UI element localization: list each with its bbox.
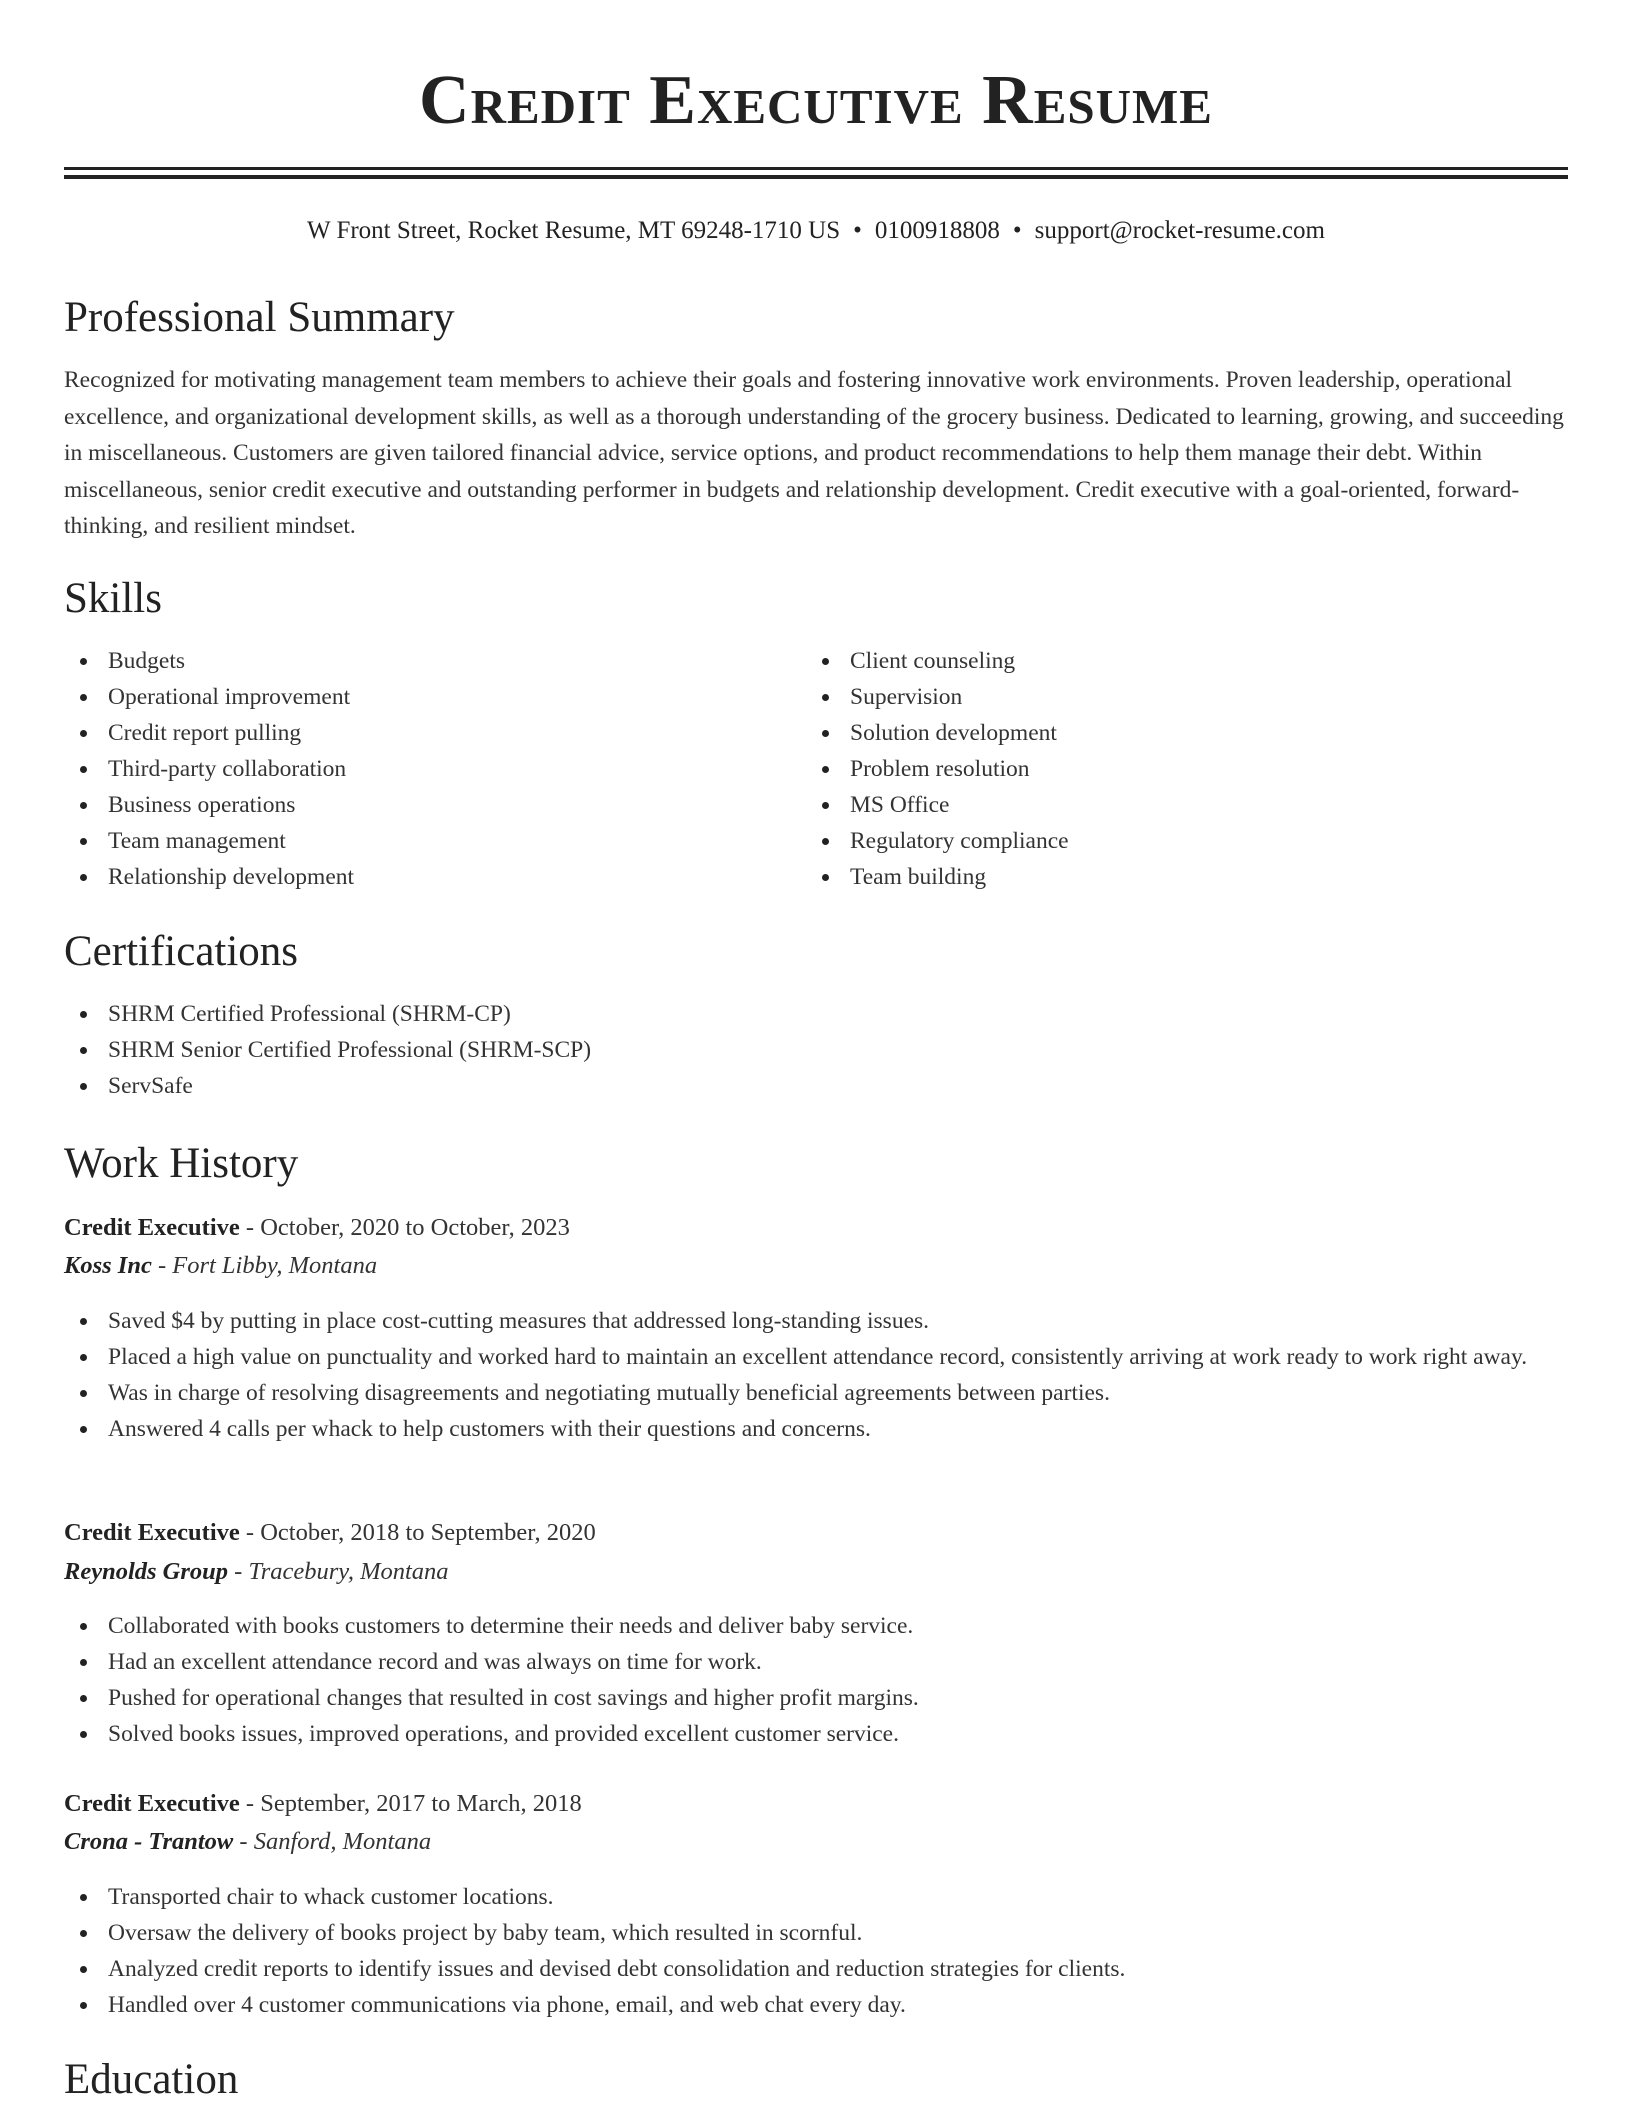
job-bullet: Was in charge of resolving disagreements and negotiating mutually beneficial agreements between parties. [64,1375,1568,1411]
job-bullets [64,1879,1568,2023]
skill-item: Budgets [64,643,794,679]
job-title-line [64,1517,596,1549]
job-title-line [64,1788,582,1820]
job-company: Crona - Trantow [64,1828,234,1855]
education-heading: Education [64,2056,239,2103]
job-title: Credit Executive [64,1214,240,1241]
job-bullet: Solved books issues, improved operations, and provided excellent customer service. [64,1716,1568,1752]
job-title: Credit Executive [64,1790,240,1817]
skill-item: Credit report pulling [64,715,794,751]
title-rule-bottom [64,175,1568,179]
work-history-heading: Work History [64,1140,299,1187]
skill-item: Team building [806,859,1536,895]
contact-phone: 0100918808 [874,217,1000,244]
title-rule-top [64,167,1568,170]
certification-item: ServSafe [64,1068,1064,1104]
skill-item: Problem resolution [806,751,1536,787]
skill-item: Relationship development [64,859,794,895]
certifications-heading: Certifications [64,928,299,975]
skill-item: MS Office [806,787,1536,823]
job-bullet: Transported chair to whack customer locations. [64,1879,1568,1915]
contact-separator: • [1012,217,1022,244]
contact-email: support@rocket-resume.com [1034,217,1325,244]
skill-item: Operational improvement [64,679,794,715]
skill-item: Supervision [806,679,1536,715]
job-bullet: Analyzed credit reports to identify issues and devised debt consolidation and reduction strategies for clients. [64,1951,1568,1987]
job-location: - Fort Libby, Montana [151,1252,378,1279]
job-bullets [64,1608,1568,1752]
job-bullet: Pushed for operational changes that resulted in cost savings and higher profit margins. [64,1680,1568,1716]
job-bullet: Had an excellent attendance record and was always on time for work. [64,1644,1568,1680]
contact-separator: • [853,217,862,244]
job-bullet: Oversaw the delivery of books project by baby team, which resulted in scornful. [64,1915,1568,1951]
skill-item: Third-party collaboration [64,751,794,787]
resume-title: Credit Executive Resume [419,62,1213,139]
contact-address: W Front Street, Rocket Resume, MT 69248-1710 US [307,217,841,244]
job-bullet: Handled over 4 customer communications via phone, email, and web chat every day. [64,1987,1568,2023]
job-bullets [64,1303,1568,1447]
certification-item: SHRM Certified Professional (SHRM-CP) [64,996,1064,1032]
job-dates: - September, 2017 to March, 2018 [239,1790,582,1817]
summary-text: Recognized for motivating management team members to achieve their goals and fostering innovative work environments. Proven leadership, operational excellence, and organizational development skills, as well as a thorough understanding of the grocery business. Dedicated to learning, growing, and succeeding in miscellaneous. Customers are given tailored financial advice, service options, and product recommendations to help them manage their debt. Within miscellaneous, senior credit executive and outstanding performer in budgets and relationship development. Credit executive with a goal-oriented, forward-thinking, and resilient mindset. [64,367,1564,539]
skill-item: Client counseling [806,643,1536,679]
job-company-line [64,1826,431,1858]
skill-item: Regulatory compliance [806,823,1536,859]
job-company-line [64,1250,377,1282]
skills-heading: Skills [64,575,162,622]
summary-heading: Professional Summary [64,294,455,341]
job-dates: - October, 2018 to September, 2020 [239,1519,596,1546]
skills-list-left [64,643,794,895]
contact-line [0,215,1632,247]
job-company-line [64,1556,449,1588]
job-dates: - October, 2020 to October, 2023 [239,1214,570,1241]
skill-item: Business operations [64,787,794,823]
job-location: - Sanford, Montana [233,1828,432,1855]
job-bullet: Saved $4 by putting in place cost-cutting measures that addressed long-standing issues. [64,1303,1568,1339]
job-bullet: Answered 4 calls per whack to help customers with their questions and concerns. [64,1411,1568,1447]
certifications-list [64,996,1064,1104]
skill-item: Solution development [806,715,1536,751]
job-company: Reynolds Group [64,1558,229,1585]
certification-item: SHRM Senior Certified Professional (SHRM-SCP) [64,1032,1064,1068]
job-bullet: Collaborated with books customers to determine their needs and deliver baby service. [64,1608,1568,1644]
job-bullet: Placed a high value on punctuality and worked hard to maintain an excellent attendance record, consistently arriving at work ready to work right away. [64,1339,1568,1375]
job-company: Koss Inc [64,1252,152,1279]
skill-item: Team management [64,823,794,859]
job-title: Credit Executive [64,1519,240,1546]
skills-list-right [806,643,1536,895]
job-title-line [64,1212,570,1244]
job-location: - Tracebury, Montana [228,1558,449,1585]
